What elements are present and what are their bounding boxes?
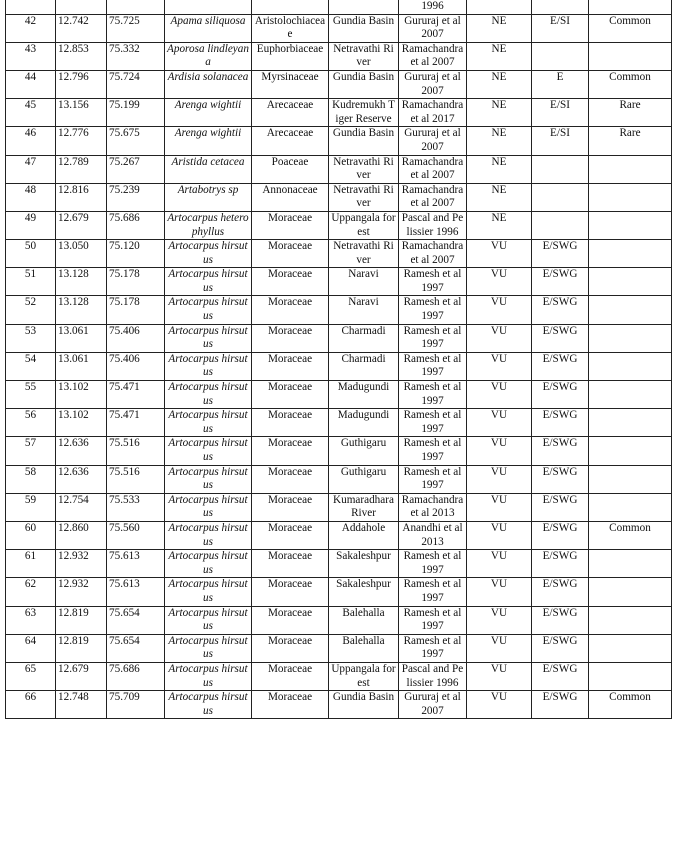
- table-row: [6, 493, 672, 521]
- cell-latitude: 13.156: [56, 99, 107, 127]
- table-row: [6, 691, 672, 719]
- cell-family: Moraceae: [252, 268, 329, 296]
- cell-longitude: 75.239: [107, 183, 165, 211]
- cell-latitude: 12.819: [56, 606, 107, 634]
- cell-reference: Ramachandra et al 2007: [399, 183, 467, 211]
- cell-endemism: E: [532, 70, 589, 98]
- cell-endemism: E/SWG: [532, 296, 589, 324]
- cell-endemism: E/SWG: [532, 324, 589, 352]
- cell-local-status: [589, 352, 672, 380]
- cell-endemism: E/SWG: [532, 521, 589, 549]
- cell-locality: Netravathi River: [329, 155, 399, 183]
- cell-longitude: 75.406: [107, 324, 165, 352]
- cell-family: Moraceae: [252, 521, 329, 549]
- cell-species: Artocarpus hirsutus: [165, 465, 252, 493]
- table-row: [6, 211, 672, 239]
- cell-species: Artocarpus hirsutus: [165, 296, 252, 324]
- cell-reference: Ramachandra et al 2013: [399, 493, 467, 521]
- table-row: [6, 578, 672, 606]
- table-row: [6, 465, 672, 493]
- cell-reference: Ramesh et al 1997: [399, 606, 467, 634]
- cell-iucn-status: VU: [467, 268, 532, 296]
- cell-iucn-status: VU: [467, 381, 532, 409]
- cell-family: Moraceae: [252, 381, 329, 409]
- cell-endemism: E/SWG: [532, 352, 589, 380]
- cell-species: Artocarpus hirsutus: [165, 606, 252, 634]
- cell-family: Moraceae: [252, 662, 329, 690]
- cell-locality: Sakaleshpur: [329, 550, 399, 578]
- cell-locality: Gundia Basin: [329, 14, 399, 42]
- cell-serial-no: 63: [6, 606, 56, 634]
- table-row: [6, 606, 672, 634]
- cell-latitude: 13.102: [56, 409, 107, 437]
- cell-local-status: [589, 493, 672, 521]
- cell-locality: Kumaradhara River: [329, 493, 399, 521]
- cell-endemism: E/SWG: [532, 437, 589, 465]
- cell-family: Moraceae: [252, 437, 329, 465]
- cell-reference: Gururaj et al 2007: [399, 70, 467, 98]
- cell-endemism: [532, 0, 589, 14]
- cell-species: Apama siliquosa: [165, 14, 252, 42]
- cell-longitude: 75.120: [107, 240, 165, 268]
- cell-family: Arecaceae: [252, 127, 329, 155]
- cell-locality: Madugundi: [329, 409, 399, 437]
- cell-longitude: 75.724: [107, 70, 165, 98]
- cell-locality: Guthigaru: [329, 465, 399, 493]
- cell-serial-no: 64: [6, 634, 56, 662]
- cell-endemism: E/SWG: [532, 268, 589, 296]
- cell-family: Moraceae: [252, 211, 329, 239]
- cell-family: Moraceae: [252, 606, 329, 634]
- cell-locality: Addahole: [329, 521, 399, 549]
- table-row: [6, 662, 672, 690]
- cell-species: [165, 0, 252, 14]
- cell-serial-no: 53: [6, 324, 56, 352]
- cell-iucn-status: VU: [467, 691, 532, 719]
- cell-serial-no: 54: [6, 352, 56, 380]
- cell-reference: Anandhi et al 2013: [399, 521, 467, 549]
- cell-species: Artocarpus hirsutus: [165, 521, 252, 549]
- cell-serial-no: 60: [6, 521, 56, 549]
- cell-iucn-status: NE: [467, 211, 532, 239]
- cell-latitude: [56, 0, 107, 14]
- cell-iucn-status: VU: [467, 240, 532, 268]
- cell-iucn-status: NE: [467, 42, 532, 70]
- cell-longitude: 75.725: [107, 14, 165, 42]
- cell-latitude: 13.102: [56, 381, 107, 409]
- cell-serial-no: 45: [6, 99, 56, 127]
- cell-latitude: 13.128: [56, 296, 107, 324]
- cell-serial-no: 55: [6, 381, 56, 409]
- cell-family: Moraceae: [252, 493, 329, 521]
- cell-serial-no: 62: [6, 578, 56, 606]
- cell-longitude: 75.471: [107, 409, 165, 437]
- cell-locality: Gundia Basin: [329, 691, 399, 719]
- cell-family: Moraceae: [252, 634, 329, 662]
- cell-reference: Pascal and Pelissier 1996: [399, 211, 467, 239]
- cell-iucn-status: VU: [467, 634, 532, 662]
- cell-local-status: [589, 634, 672, 662]
- cell-longitude: 75.686: [107, 662, 165, 690]
- cell-reference: Ramesh et al 1997: [399, 381, 467, 409]
- cell-reference: Ramesh et al 1997: [399, 578, 467, 606]
- cell-latitude: 12.679: [56, 211, 107, 239]
- cell-reference: Ramesh et al 1997: [399, 296, 467, 324]
- cell-latitude: 12.636: [56, 437, 107, 465]
- cell-local-status: [589, 662, 672, 690]
- cell-endemism: E/SWG: [532, 634, 589, 662]
- cell-local-status: Common: [589, 14, 672, 42]
- cell-latitude: 12.636: [56, 465, 107, 493]
- cell-reference: Ramesh et al 1997: [399, 634, 467, 662]
- cell-serial-no: [6, 0, 56, 14]
- cell-iucn-status: NE: [467, 99, 532, 127]
- cell-local-status: [589, 268, 672, 296]
- table-row: [6, 521, 672, 549]
- table-row: [6, 352, 672, 380]
- cell-serial-no: 65: [6, 662, 56, 690]
- cell-iucn-status: VU: [467, 550, 532, 578]
- cell-longitude: 75.613: [107, 550, 165, 578]
- cell-latitude: 12.932: [56, 550, 107, 578]
- cell-endemism: E/SWG: [532, 662, 589, 690]
- cell-species: Artabotrys sp: [165, 183, 252, 211]
- cell-iucn-status: NE: [467, 70, 532, 98]
- cell-reference: Gururaj et al 2007: [399, 127, 467, 155]
- cell-longitude: 75.533: [107, 493, 165, 521]
- table-row: [6, 70, 672, 98]
- cell-species: Artocarpus hirsutus: [165, 662, 252, 690]
- cell-endemism: E/SWG: [532, 493, 589, 521]
- cell-family: Moraceae: [252, 240, 329, 268]
- table-body: [6, 0, 672, 719]
- cell-iucn-status: VU: [467, 493, 532, 521]
- species-occurrence-table: [5, 0, 672, 719]
- cell-endemism: [532, 42, 589, 70]
- cell-species: Artocarpus hirsutus: [165, 493, 252, 521]
- cell-endemism: E/SI: [532, 99, 589, 127]
- cell-longitude: 75.406: [107, 352, 165, 380]
- table-row: [6, 14, 672, 42]
- cell-locality: Naravi: [329, 268, 399, 296]
- cell-reference: Ramesh et al 1997: [399, 324, 467, 352]
- cell-family: Moraceae: [252, 578, 329, 606]
- cell-serial-no: 51: [6, 268, 56, 296]
- cell-species: Arenga wightii: [165, 99, 252, 127]
- cell-locality: Uppangala forest: [329, 211, 399, 239]
- cell-serial-no: 47: [6, 155, 56, 183]
- cell-family: Myrsinaceae: [252, 70, 329, 98]
- cell-locality: Naravi: [329, 296, 399, 324]
- cell-longitude: 75.654: [107, 634, 165, 662]
- cell-serial-no: 49: [6, 211, 56, 239]
- cell-endemism: E/SI: [532, 14, 589, 42]
- cell-local-status: [589, 155, 672, 183]
- table-row: [6, 0, 672, 14]
- document-page: [5, 0, 672, 719]
- cell-longitude: 75.199: [107, 99, 165, 127]
- cell-longitude: 75.178: [107, 268, 165, 296]
- cell-latitude: 12.776: [56, 127, 107, 155]
- cell-species: Artocarpus hirsutus: [165, 268, 252, 296]
- cell-reference: Ramachandra et al 2007: [399, 240, 467, 268]
- cell-species: Artocarpus hirsutus: [165, 550, 252, 578]
- cell-endemism: E/SWG: [532, 550, 589, 578]
- cell-family: Arecaceae: [252, 99, 329, 127]
- cell-endemism: E/SWG: [532, 578, 589, 606]
- cell-family: Moraceae: [252, 296, 329, 324]
- cell-iucn-status: [467, 0, 532, 14]
- cell-endemism: [532, 183, 589, 211]
- cell-endemism: [532, 155, 589, 183]
- cell-serial-no: 57: [6, 437, 56, 465]
- cell-endemism: E/SWG: [532, 465, 589, 493]
- table-row: [6, 381, 672, 409]
- cell-longitude: 75.178: [107, 296, 165, 324]
- table-row: [6, 127, 672, 155]
- cell-species: Artocarpus hirsutus: [165, 352, 252, 380]
- cell-species: Artocarpus hirsutus: [165, 240, 252, 268]
- cell-species: Artocarpus hirsutus: [165, 409, 252, 437]
- cell-species: Artocarpus hirsutus: [165, 691, 252, 719]
- cell-latitude: 13.061: [56, 324, 107, 352]
- cell-reference: Ramachandra et al 2007: [399, 155, 467, 183]
- cell-endemism: E/SI: [532, 127, 589, 155]
- cell-locality: Netravathi River: [329, 240, 399, 268]
- table-row: [6, 240, 672, 268]
- cell-endemism: E/SWG: [532, 691, 589, 719]
- cell-locality: [329, 0, 399, 14]
- cell-local-status: [589, 0, 672, 14]
- cell-iucn-status: VU: [467, 324, 532, 352]
- cell-species: Artocarpus hirsutus: [165, 381, 252, 409]
- cell-family: Moraceae: [252, 352, 329, 380]
- cell-species: Artocarpus hirsutus: [165, 634, 252, 662]
- cell-iucn-status: NE: [467, 127, 532, 155]
- cell-reference: Gururaj et al 2007: [399, 691, 467, 719]
- cell-serial-no: 56: [6, 409, 56, 437]
- cell-endemism: E/SWG: [532, 240, 589, 268]
- cell-iucn-status: VU: [467, 296, 532, 324]
- cell-latitude: 13.128: [56, 268, 107, 296]
- cell-species: Aristida cetacea: [165, 155, 252, 183]
- cell-local-status: [589, 240, 672, 268]
- cell-species: Aporosa lindleyana: [165, 42, 252, 70]
- cell-family: Moraceae: [252, 691, 329, 719]
- cell-latitude: 13.050: [56, 240, 107, 268]
- cell-iucn-status: VU: [467, 521, 532, 549]
- cell-reference: Pascal and Pelissier 1996: [399, 662, 467, 690]
- cell-local-status: [589, 183, 672, 211]
- cell-locality: Sakaleshpur: [329, 578, 399, 606]
- table-row: [6, 183, 672, 211]
- cell-locality: Charmadi: [329, 324, 399, 352]
- cell-species: Artocarpus hirsutus: [165, 324, 252, 352]
- cell-serial-no: 43: [6, 42, 56, 70]
- cell-longitude: 75.332: [107, 42, 165, 70]
- table-row: [6, 550, 672, 578]
- cell-locality: Netravathi River: [329, 42, 399, 70]
- cell-latitude: 12.789: [56, 155, 107, 183]
- cell-serial-no: 52: [6, 296, 56, 324]
- cell-longitude: 75.709: [107, 691, 165, 719]
- cell-latitude: 12.742: [56, 14, 107, 42]
- cell-reference: Ramesh et al 1997: [399, 550, 467, 578]
- table-row: [6, 324, 672, 352]
- cell-local-status: [589, 324, 672, 352]
- cell-iucn-status: VU: [467, 465, 532, 493]
- cell-iucn-status: VU: [467, 578, 532, 606]
- cell-serial-no: 44: [6, 70, 56, 98]
- cell-serial-no: 48: [6, 183, 56, 211]
- cell-local-status: [589, 437, 672, 465]
- cell-local-status: [589, 578, 672, 606]
- cell-family: Aristolochiaceae: [252, 14, 329, 42]
- cell-family: [252, 0, 329, 14]
- cell-longitude: 75.516: [107, 465, 165, 493]
- cell-family: Annonaceae: [252, 183, 329, 211]
- cell-locality: Gundia Basin: [329, 70, 399, 98]
- cell-latitude: 13.061: [56, 352, 107, 380]
- cell-locality: Guthigaru: [329, 437, 399, 465]
- cell-reference: 1996: [399, 0, 467, 14]
- cell-local-status: [589, 381, 672, 409]
- table-row: [6, 437, 672, 465]
- cell-reference: Ramachandra et al 2017: [399, 99, 467, 127]
- cell-reference: Ramesh et al 1997: [399, 465, 467, 493]
- cell-local-status: [589, 409, 672, 437]
- cell-longitude: 75.471: [107, 381, 165, 409]
- cell-family: Moraceae: [252, 465, 329, 493]
- cell-local-status: Rare: [589, 127, 672, 155]
- cell-family: Moraceae: [252, 324, 329, 352]
- cell-latitude: 12.796: [56, 70, 107, 98]
- cell-serial-no: 42: [6, 14, 56, 42]
- cell-family: Euphorbiaceae: [252, 42, 329, 70]
- cell-latitude: 12.748: [56, 691, 107, 719]
- cell-latitude: 12.853: [56, 42, 107, 70]
- cell-serial-no: 58: [6, 465, 56, 493]
- cell-longitude: 75.686: [107, 211, 165, 239]
- cell-local-status: [589, 296, 672, 324]
- table-row: [6, 155, 672, 183]
- cell-serial-no: 50: [6, 240, 56, 268]
- cell-latitude: 12.679: [56, 662, 107, 690]
- cell-species: Artocarpus heterophyllus: [165, 211, 252, 239]
- table-row: [6, 42, 672, 70]
- cell-latitude: 12.816: [56, 183, 107, 211]
- cell-longitude: 75.560: [107, 521, 165, 549]
- cell-reference: Gururaj et al 2007: [399, 14, 467, 42]
- cell-serial-no: 61: [6, 550, 56, 578]
- cell-family: Moraceae: [252, 409, 329, 437]
- table-row: [6, 409, 672, 437]
- cell-reference: Ramesh et al 1997: [399, 409, 467, 437]
- cell-latitude: 12.932: [56, 578, 107, 606]
- cell-serial-no: 46: [6, 127, 56, 155]
- cell-longitude: 75.516: [107, 437, 165, 465]
- cell-locality: Balehalla: [329, 606, 399, 634]
- cell-iucn-status: NE: [467, 155, 532, 183]
- cell-longitude: 75.613: [107, 578, 165, 606]
- cell-iucn-status: VU: [467, 662, 532, 690]
- cell-endemism: E/SWG: [532, 381, 589, 409]
- cell-iucn-status: VU: [467, 437, 532, 465]
- cell-local-status: Common: [589, 70, 672, 98]
- cell-serial-no: 59: [6, 493, 56, 521]
- cell-locality: Charmadi: [329, 352, 399, 380]
- cell-locality: Netravathi River: [329, 183, 399, 211]
- cell-species: Artocarpus hirsutus: [165, 578, 252, 606]
- cell-local-status: Rare: [589, 99, 672, 127]
- cell-locality: Gundia Basin: [329, 127, 399, 155]
- cell-longitude: [107, 0, 165, 14]
- cell-local-status: [589, 606, 672, 634]
- cell-reference: Ramesh et al 1997: [399, 268, 467, 296]
- cell-endemism: E/SWG: [532, 409, 589, 437]
- table-row: [6, 99, 672, 127]
- cell-iucn-status: VU: [467, 606, 532, 634]
- cell-species: Ardisia solanacea: [165, 70, 252, 98]
- table-row: [6, 634, 672, 662]
- cell-species: Arenga wightii: [165, 127, 252, 155]
- cell-longitude: 75.654: [107, 606, 165, 634]
- cell-iucn-status: NE: [467, 14, 532, 42]
- cell-local-status: [589, 211, 672, 239]
- cell-local-status: Common: [589, 521, 672, 549]
- cell-locality: Balehalla: [329, 634, 399, 662]
- cell-reference: Ramesh et al 1997: [399, 352, 467, 380]
- cell-family: Moraceae: [252, 550, 329, 578]
- cell-locality: Uppangala forest: [329, 662, 399, 690]
- cell-endemism: [532, 211, 589, 239]
- cell-locality: Madugundi: [329, 381, 399, 409]
- cell-iucn-status: VU: [467, 409, 532, 437]
- cell-family: Poaceae: [252, 155, 329, 183]
- cell-iucn-status: NE: [467, 183, 532, 211]
- cell-serial-no: 66: [6, 691, 56, 719]
- cell-longitude: 75.267: [107, 155, 165, 183]
- cell-local-status: Common: [589, 691, 672, 719]
- cell-reference: Ramesh et al 1997: [399, 437, 467, 465]
- cell-longitude: 75.675: [107, 127, 165, 155]
- table-row: [6, 268, 672, 296]
- cell-latitude: 12.754: [56, 493, 107, 521]
- cell-local-status: [589, 550, 672, 578]
- cell-local-status: [589, 42, 672, 70]
- table-row: [6, 296, 672, 324]
- cell-endemism: E/SWG: [532, 606, 589, 634]
- cell-iucn-status: VU: [467, 352, 532, 380]
- cell-local-status: [589, 465, 672, 493]
- cell-latitude: 12.860: [56, 521, 107, 549]
- cell-latitude: 12.819: [56, 634, 107, 662]
- cell-locality: Kudremukh Tiger Reserve: [329, 99, 399, 127]
- cell-species: Artocarpus hirsutus: [165, 437, 252, 465]
- cell-reference: Ramachandra et al 2007: [399, 42, 467, 70]
